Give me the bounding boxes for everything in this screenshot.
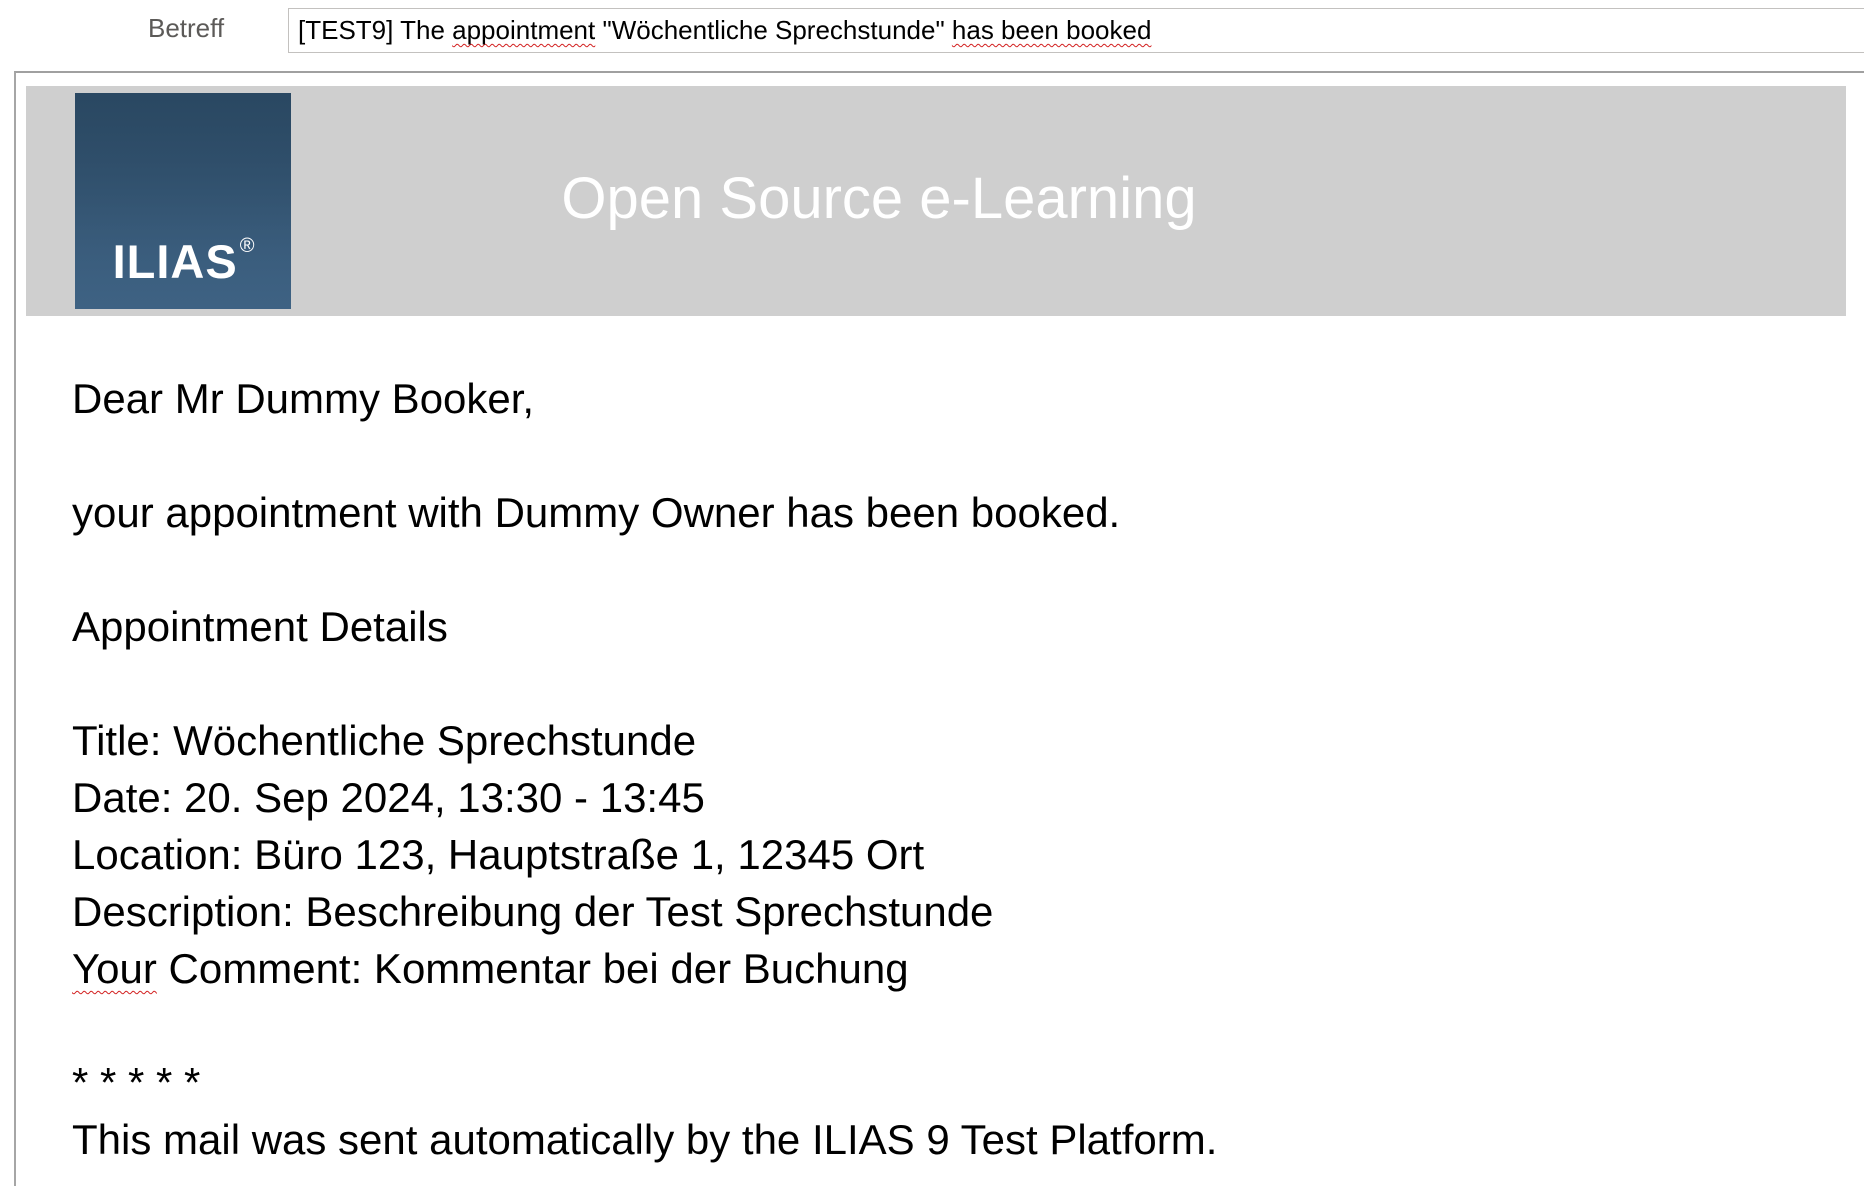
registered-trademark-icon: ®	[239, 235, 256, 257]
intro-line: your appointment with Dummy Owner has been booked.	[72, 489, 1121, 536]
footer-line: This mail was sent automatically by the ILIAS 9 Test Platform.	[72, 1116, 1218, 1163]
compose-subject-row	[0, 0, 1864, 57]
detail-date-line: Date: 20. Sep 2024, 13:30 - 13:45	[72, 774, 705, 821]
banner-title: Open Source e-Learning	[561, 165, 1197, 231]
subject-label: Betreff	[148, 13, 225, 43]
subject-misspelled-word: has been booked	[951, 15, 1152, 45]
comment-misspelled-word: Your	[72, 945, 157, 992]
comment-text: Comment: Kommentar bei der Buchung	[156, 945, 909, 992]
email-body-editor[interactable]	[14, 71, 1864, 1186]
detail-location-line: Location: Büro 123, Hauptstraße 1, 12345 Ort	[72, 831, 925, 878]
subject-input[interactable]	[288, 8, 1864, 53]
subject-text-segment: [TEST9] The	[298, 15, 453, 45]
greeting-line: Dear Mr Dummy Booker,	[72, 375, 535, 422]
separator-stars: * * * * *	[72, 1059, 201, 1106]
detail-comment-line	[72, 940, 1846, 997]
ilias-logo-text: ILIAS ®	[112, 235, 256, 288]
subject-misspelled-word: appointment	[452, 15, 596, 45]
email-message-text	[72, 370, 1846, 1168]
ilias-header-banner	[26, 86, 1846, 316]
detail-title-line: Title: Wöchentliche Sprechstunde	[72, 717, 697, 764]
detail-description-line: Description: Beschreibung der Test Sprechstunde	[72, 888, 994, 935]
subject-text-segment: "Wöchentliche Sprechstunde"	[595, 15, 952, 45]
ilias-logo	[75, 93, 291, 309]
details-heading: Appointment Details	[72, 603, 448, 650]
